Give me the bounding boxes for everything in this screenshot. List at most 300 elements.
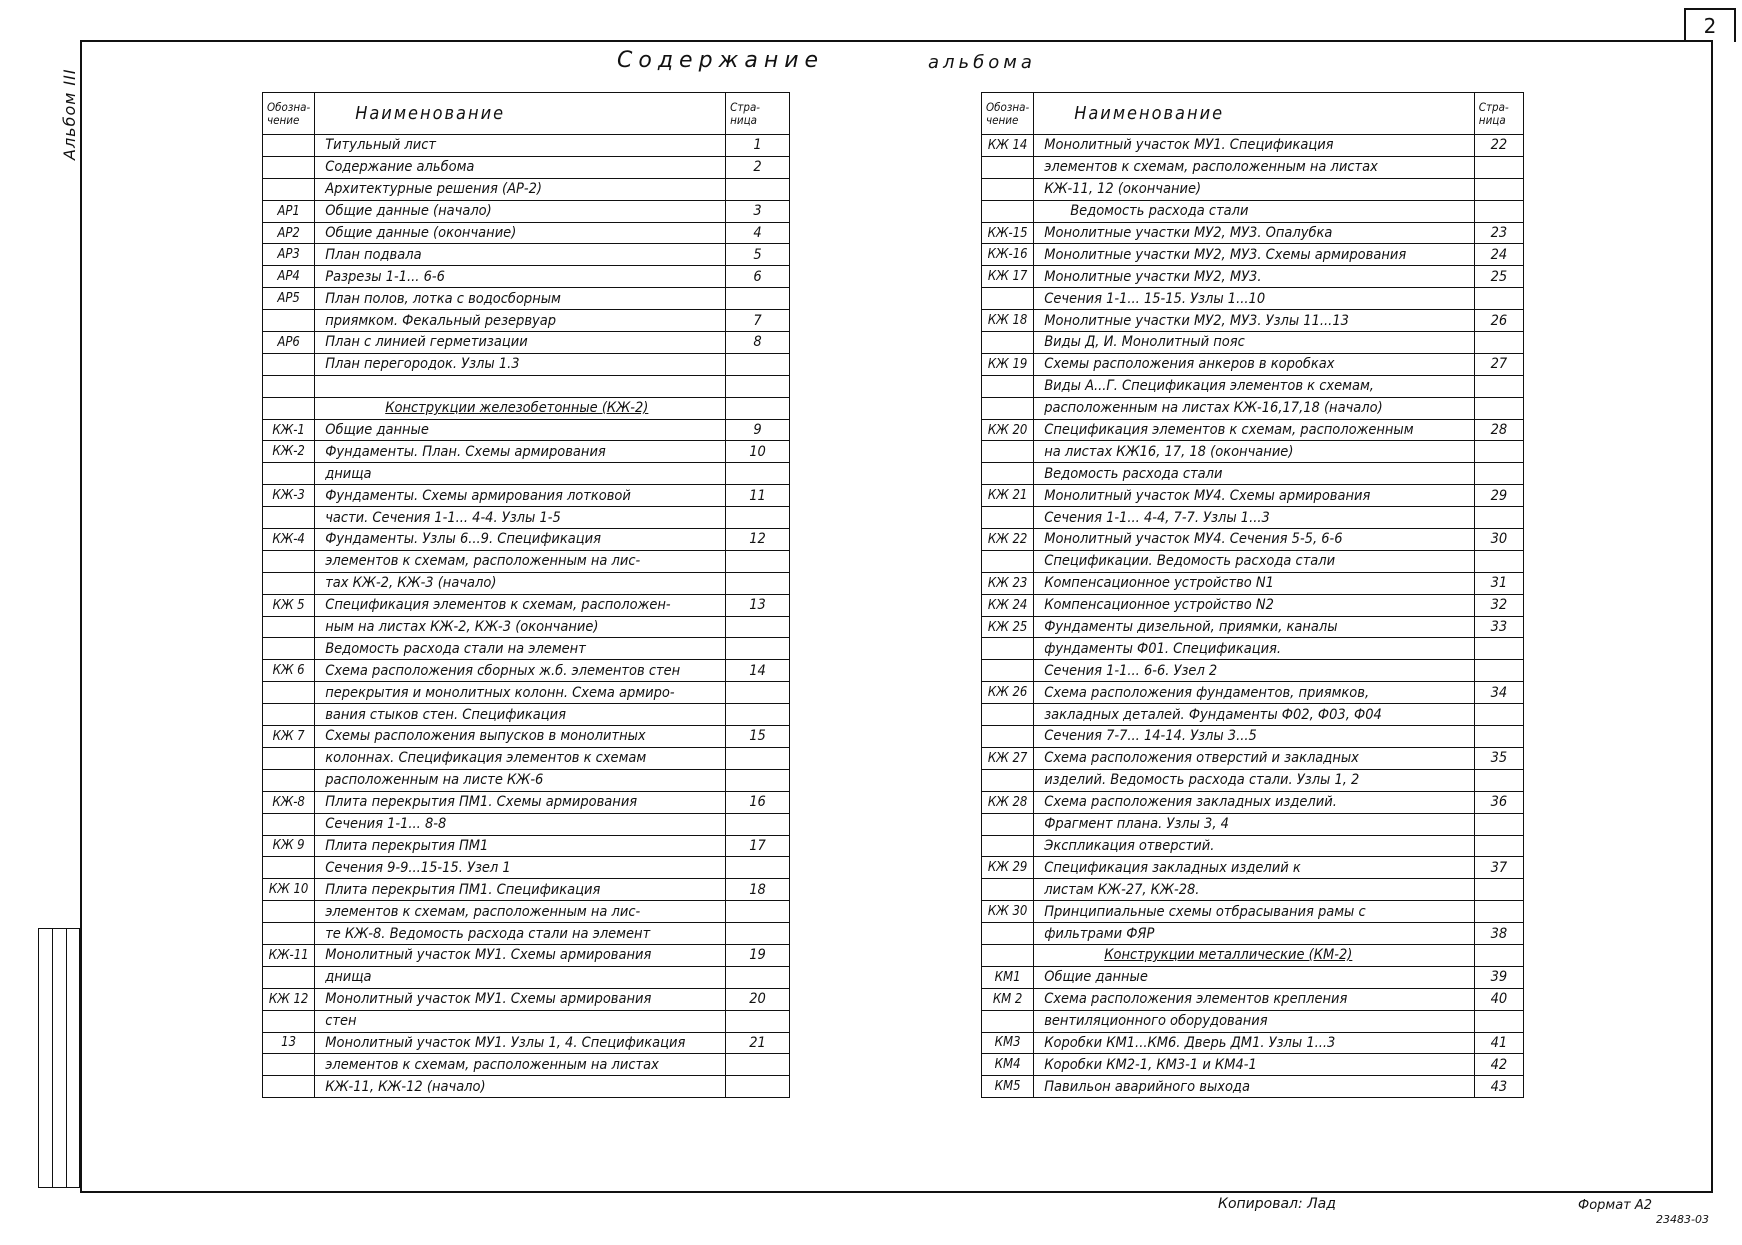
table-row	[263, 682, 790, 704]
row-code	[982, 178, 1034, 200]
sheet-format: Формат А2	[1578, 1198, 1653, 1213]
table-row	[263, 1032, 790, 1054]
row-code: КЖ 18	[982, 310, 1034, 332]
row-page: 26	[1474, 310, 1523, 332]
row-code	[982, 332, 1034, 354]
row-page: 8	[726, 332, 790, 354]
table-row	[982, 332, 1524, 354]
table-row	[263, 441, 790, 463]
row-name: вентиляционного оборудования	[1034, 1010, 1475, 1032]
row-name: Виды Д, И. Монолитный пояс	[1034, 332, 1475, 354]
row-code: КЖ 21	[982, 485, 1034, 507]
row-page: 32	[1474, 594, 1523, 616]
row-code: 13	[263, 1032, 315, 1054]
row-code	[263, 572, 315, 594]
row-code	[982, 944, 1034, 966]
table-row	[263, 813, 790, 835]
row-name: Монолитный участок МУ1. Схемы армирования	[315, 944, 726, 966]
row-code	[263, 353, 315, 375]
table-row	[982, 835, 1524, 857]
row-name: фундаменты Ф01. Спецификация.	[1034, 638, 1475, 660]
row-page: 4	[726, 222, 790, 244]
row-code: КЖ 17	[982, 266, 1034, 288]
row-page	[726, 550, 790, 572]
row-name: Ведомость расхода стали на элемент	[315, 638, 726, 660]
row-page	[1474, 178, 1523, 200]
row-page: 37	[1474, 857, 1523, 879]
row-name: Экспликация отверстий.	[1034, 835, 1475, 857]
table-row	[263, 375, 790, 397]
row-page: 24	[1474, 244, 1523, 266]
row-page	[726, 682, 790, 704]
row-code: КЖ 9	[263, 835, 315, 857]
row-name: Монолитный участок МУ1. Узлы 1, 4. Спецификация	[315, 1032, 726, 1054]
row-code: КЖ 25	[982, 616, 1034, 638]
row-page: 30	[1474, 529, 1523, 551]
row-name: элементов к схемам, расположенным на листах	[1034, 156, 1475, 178]
table-row	[263, 1076, 790, 1098]
row-page	[1474, 550, 1523, 572]
table-row	[982, 397, 1524, 419]
table-row	[263, 726, 790, 748]
row-code: КМ1	[982, 966, 1034, 988]
row-page	[726, 769, 790, 791]
table-row	[982, 353, 1524, 375]
row-page: 13	[726, 594, 790, 616]
copied-by: Копировал: Лад	[1218, 1196, 1336, 1212]
row-code	[263, 966, 315, 988]
table-row	[263, 923, 790, 945]
row-page	[726, 857, 790, 879]
table-row	[982, 156, 1524, 178]
row-page	[1474, 1010, 1523, 1032]
row-name: днища	[315, 966, 726, 988]
table-row	[982, 944, 1524, 966]
table-row	[263, 463, 790, 485]
row-name: Спецификация элементов к схемам, расположенным	[1034, 419, 1475, 441]
row-code	[982, 1010, 1034, 1032]
row-page: 43	[1474, 1076, 1523, 1098]
table-row	[982, 572, 1524, 594]
row-page: 35	[1474, 747, 1523, 769]
row-name: Коробки КМ2-1, КМ3-1 и КМ4-1	[1034, 1054, 1475, 1076]
row-name: План полов, лотка с водосборным	[315, 288, 726, 310]
row-code	[982, 704, 1034, 726]
row-name: Общие данные	[1034, 966, 1475, 988]
table-row	[982, 988, 1524, 1010]
row-name: Фундаменты. Схемы армирования лотковой	[315, 485, 726, 507]
row-page	[1474, 660, 1523, 682]
table-row	[982, 660, 1524, 682]
table-row	[263, 419, 790, 441]
table-row	[263, 901, 790, 923]
row-page	[726, 572, 790, 594]
row-code	[263, 1010, 315, 1032]
row-page: 16	[726, 791, 790, 813]
table-row	[982, 507, 1524, 529]
row-name: на листах КЖ16, 17, 18 (окончание)	[1034, 441, 1475, 463]
row-code: КЖ 28	[982, 791, 1034, 813]
row-code	[982, 156, 1034, 178]
table-row	[982, 901, 1524, 923]
table-row	[982, 594, 1524, 616]
row-name: Фундаменты. Узлы 6...9. Спецификация	[315, 529, 726, 551]
row-code	[982, 463, 1034, 485]
row-code	[263, 178, 315, 200]
table-row	[982, 200, 1524, 222]
row-page	[1474, 332, 1523, 354]
row-code: КЖ-11	[263, 944, 315, 966]
row-page: 12	[726, 529, 790, 551]
table-row	[982, 704, 1524, 726]
row-code: КЖ 12	[263, 988, 315, 1010]
table-row	[982, 222, 1524, 244]
row-page	[726, 1010, 790, 1032]
row-code	[263, 747, 315, 769]
row-page: 6	[726, 266, 790, 288]
row-page: 18	[726, 879, 790, 901]
row-code	[263, 901, 315, 923]
row-code: КМ3	[982, 1032, 1034, 1054]
row-name: Ведомость расхода стали	[1034, 463, 1475, 485]
row-name: Монолитный участок МУ1. Спецификация	[1034, 135, 1475, 157]
header-code: Обозна-чение	[263, 93, 315, 135]
row-name: Спецификации. Ведомость расхода стали	[1034, 550, 1475, 572]
row-code	[263, 507, 315, 529]
table-row	[263, 594, 790, 616]
table-row	[263, 550, 790, 572]
table-row	[263, 769, 790, 791]
row-name: Монолитный участок МУ1. Схемы армирования	[315, 988, 726, 1010]
row-code	[263, 923, 315, 945]
album-label: Альбом III	[60, 68, 79, 160]
row-name: те КЖ-8. Ведомость расхода стали на элемент	[315, 923, 726, 945]
row-code	[982, 200, 1034, 222]
row-code	[982, 441, 1034, 463]
row-page	[726, 638, 790, 660]
table-row	[263, 944, 790, 966]
row-name: вания стыков стен. Спецификация	[315, 704, 726, 726]
table-row	[263, 485, 790, 507]
row-page	[1474, 397, 1523, 419]
table-row	[263, 244, 790, 266]
row-page	[1474, 901, 1523, 923]
header-name: Наименование	[315, 93, 726, 135]
row-code	[263, 397, 315, 419]
row-page	[726, 616, 790, 638]
table-row	[263, 835, 790, 857]
row-page: 41	[1474, 1032, 1523, 1054]
row-page	[726, 923, 790, 945]
table-row	[263, 178, 790, 200]
row-code: КЖ 14	[982, 135, 1034, 157]
row-code	[263, 135, 315, 157]
table-row	[982, 879, 1524, 901]
row-code	[982, 375, 1034, 397]
row-name: Схема расположения отверстий и закладных	[1034, 747, 1475, 769]
row-name: расположенным на листах КЖ-16,17,18 (начало)	[1034, 397, 1475, 419]
table-row	[982, 1032, 1524, 1054]
row-page	[726, 1076, 790, 1098]
row-code: КЖ 7	[263, 726, 315, 748]
row-name	[315, 375, 726, 397]
row-page	[1474, 200, 1523, 222]
row-page: 9	[726, 419, 790, 441]
row-page	[726, 353, 790, 375]
table-row	[982, 726, 1524, 748]
table-row	[982, 769, 1524, 791]
row-page: 39	[1474, 966, 1523, 988]
row-page	[1474, 726, 1523, 748]
row-name: Спецификация элементов к схемам, расположен-	[315, 594, 726, 616]
row-name: Ведомость расхода стали	[1034, 200, 1475, 222]
row-code: АР1	[263, 200, 315, 222]
row-page: 10	[726, 441, 790, 463]
row-page: 27	[1474, 353, 1523, 375]
row-code: АР4	[263, 266, 315, 288]
row-name: Монолитный участок МУ4. Сечения 5-5, 6-6	[1034, 529, 1475, 551]
row-code: КЖ-15	[982, 222, 1034, 244]
row-name: Фрагмент плана. Узлы 3, 4	[1034, 813, 1475, 835]
row-name: днища	[315, 463, 726, 485]
row-name: Монолитные участки МУ2, МУ3. Опалубка	[1034, 222, 1475, 244]
row-page: 17	[726, 835, 790, 857]
row-code: КЖ-4	[263, 529, 315, 551]
header-page: Стра-ница	[1474, 93, 1523, 135]
row-name: элементов к схемам, расположенным на лис-	[315, 550, 726, 572]
row-page	[726, 288, 790, 310]
row-code	[263, 769, 315, 791]
row-code	[263, 550, 315, 572]
row-code	[263, 156, 315, 178]
row-page	[1474, 375, 1523, 397]
row-name: приямком. Фекальный резервуар	[315, 310, 726, 332]
row-name: Принципиальные схемы отбрасывания рамы с	[1034, 901, 1475, 923]
table-row	[982, 375, 1524, 397]
row-code	[263, 1076, 315, 1098]
row-page: 2	[726, 156, 790, 178]
row-page: 40	[1474, 988, 1523, 1010]
row-name: КЖ-11, КЖ-12 (начало)	[315, 1076, 726, 1098]
row-name: Фундаменты. План. Схемы армирования	[315, 441, 726, 463]
row-code: КЖ 24	[982, 594, 1034, 616]
row-name: Схемы расположения анкеров в коробках	[1034, 353, 1475, 375]
inventory-number: 23483-03	[1656, 1213, 1709, 1226]
table-row	[263, 353, 790, 375]
table-row	[982, 616, 1524, 638]
row-page: 11	[726, 485, 790, 507]
row-page: 22	[1474, 135, 1523, 157]
table-row	[982, 135, 1524, 157]
table-row	[263, 616, 790, 638]
row-page	[726, 397, 790, 419]
table-row	[982, 266, 1524, 288]
row-name: Схема расположения сборных ж.б. элементов стен	[315, 660, 726, 682]
row-page	[726, 966, 790, 988]
row-name: План перегородок. Узлы 1.3	[315, 353, 726, 375]
row-code	[982, 660, 1034, 682]
row-name: фильтрами ФЯР	[1034, 923, 1475, 945]
table-row	[982, 529, 1524, 551]
row-name: Схема расположения элементов крепления	[1034, 988, 1475, 1010]
row-code: АР2	[263, 222, 315, 244]
table-row	[982, 747, 1524, 769]
row-name: изделий. Ведомость расхода стали. Узлы 1, 2	[1034, 769, 1475, 791]
row-name: тах КЖ-2, КЖ-3 (начало)	[315, 572, 726, 594]
row-name: КЖ-11, 12 (окончание)	[1034, 178, 1475, 200]
row-code: КЖ 29	[982, 857, 1034, 879]
table-row	[982, 1054, 1524, 1076]
row-code: КМ 2	[982, 988, 1034, 1010]
row-page	[1474, 441, 1523, 463]
row-name: Сечения 1-1... 8-8	[315, 813, 726, 835]
row-code: КЖ-1	[263, 419, 315, 441]
row-name: Компенсационное устройство N2	[1034, 594, 1475, 616]
row-code	[982, 923, 1034, 945]
table-row	[263, 638, 790, 660]
row-page: 33	[1474, 616, 1523, 638]
row-page	[1474, 835, 1523, 857]
table-row	[982, 178, 1524, 200]
row-page	[1474, 704, 1523, 726]
row-name: колоннах. Спецификация элементов к схемам	[315, 747, 726, 769]
row-name: листам КЖ-27, КЖ-28.	[1034, 879, 1475, 901]
row-code: КЖ 30	[982, 901, 1034, 923]
table-row	[263, 222, 790, 244]
row-page	[1474, 769, 1523, 791]
row-name: Монолитные участки МУ2, МУ3.	[1034, 266, 1475, 288]
row-code	[982, 726, 1034, 748]
row-name: Монолитные участки МУ2, МУ3. Узлы 11...13	[1034, 310, 1475, 332]
row-page	[726, 507, 790, 529]
row-code	[263, 857, 315, 879]
row-name: Сечения 1-1... 6-6. Узел 2	[1034, 660, 1475, 682]
table-row	[263, 288, 790, 310]
row-page	[726, 463, 790, 485]
row-code	[263, 704, 315, 726]
contents-title: Содержание	[617, 48, 825, 73]
row-code: АР6	[263, 332, 315, 354]
row-name: Коробки КМ1...КМ6. Дверь ДМ1. Узлы 1...3	[1034, 1032, 1475, 1054]
row-page	[726, 901, 790, 923]
table-row	[982, 485, 1524, 507]
row-name: Фундаменты дизельной, приямки, каналы	[1034, 616, 1475, 638]
table-row	[982, 244, 1524, 266]
row-page: 15	[726, 726, 790, 748]
row-code	[982, 550, 1034, 572]
row-name: Конструкции железобетонные (КЖ-2)	[315, 397, 726, 419]
row-name: Монолитный участок МУ4. Схемы армирования	[1034, 485, 1475, 507]
table-row	[263, 660, 790, 682]
row-name: перекрытия и монолитных колонн. Схема армиро-	[315, 682, 726, 704]
table-row	[263, 156, 790, 178]
row-code: КЖ 26	[982, 682, 1034, 704]
row-code	[982, 507, 1034, 529]
table-row	[982, 550, 1524, 572]
row-name: элементов к схемам, расположенным на лис-	[315, 901, 726, 923]
table-row	[982, 966, 1524, 988]
row-name: Схема расположения закладных изделий.	[1034, 791, 1475, 813]
row-code: КЖ 23	[982, 572, 1034, 594]
table-row	[263, 966, 790, 988]
table-row	[263, 200, 790, 222]
table-row	[263, 310, 790, 332]
row-name: Виды А...Г. Спецификация элементов к схемам,	[1034, 375, 1475, 397]
row-code	[263, 638, 315, 660]
row-page	[726, 747, 790, 769]
row-name: Общие данные (окончание)	[315, 222, 726, 244]
row-page: 38	[1474, 923, 1523, 945]
row-code: АР5	[263, 288, 315, 310]
header-code: Обозна-чение	[982, 93, 1034, 135]
row-name: План с линией герметизации	[315, 332, 726, 354]
row-name: Плита перекрытия ПМ1	[315, 835, 726, 857]
row-page: 25	[1474, 266, 1523, 288]
row-code: КЖ 27	[982, 747, 1034, 769]
contents-table-right	[981, 92, 1524, 1098]
row-code	[982, 813, 1034, 835]
table-row	[982, 923, 1524, 945]
row-code: КМ4	[982, 1054, 1034, 1076]
row-name: Архитектурные решения (АР-2)	[315, 178, 726, 200]
row-page: 36	[1474, 791, 1523, 813]
row-code	[263, 375, 315, 397]
table-row	[263, 572, 790, 594]
row-page: 14	[726, 660, 790, 682]
row-page: 21	[726, 1032, 790, 1054]
row-name: Монолитные участки МУ2, МУ3. Схемы армирования	[1034, 244, 1475, 266]
row-name: закладных деталей. Фундаменты Ф02, Ф03, Ф04	[1034, 704, 1475, 726]
row-name: План подвала	[315, 244, 726, 266]
table-row	[263, 266, 790, 288]
row-page	[1474, 156, 1523, 178]
row-code	[263, 616, 315, 638]
row-page: 34	[1474, 682, 1523, 704]
row-page	[1474, 879, 1523, 901]
table-row	[263, 1054, 790, 1076]
row-code	[263, 310, 315, 332]
table-row	[263, 879, 790, 901]
row-name: Компенсационное устройство N1	[1034, 572, 1475, 594]
row-code: КЖ-8	[263, 791, 315, 813]
row-page: 1	[726, 135, 790, 157]
row-code	[263, 682, 315, 704]
row-page: 3	[726, 200, 790, 222]
row-name: Плита перекрытия ПМ1. Схемы армирования	[315, 791, 726, 813]
row-page	[1474, 638, 1523, 660]
row-name: Павильон аварийного выхода	[1034, 1076, 1475, 1098]
row-page: 29	[1474, 485, 1523, 507]
row-name: расположенным на листе КЖ-6	[315, 769, 726, 791]
row-name: Сечения 1-1... 15-15. Узлы 1...10	[1034, 288, 1475, 310]
row-code	[263, 463, 315, 485]
row-page: 19	[726, 944, 790, 966]
margin-stamp-grid	[38, 928, 80, 1188]
row-code: КМ5	[982, 1076, 1034, 1098]
row-page	[1474, 463, 1523, 485]
row-code: КЖ 10	[263, 879, 315, 901]
row-name: Общие данные (начало)	[315, 200, 726, 222]
table-row	[263, 397, 790, 419]
table-row	[982, 463, 1524, 485]
row-page: 28	[1474, 419, 1523, 441]
row-name: стен	[315, 1010, 726, 1032]
row-name: Схема расположения фундаментов, приямков,	[1034, 682, 1475, 704]
row-page: 42	[1474, 1054, 1523, 1076]
table-row	[982, 682, 1524, 704]
row-page	[1474, 944, 1523, 966]
row-name: Титульный лист	[315, 135, 726, 157]
